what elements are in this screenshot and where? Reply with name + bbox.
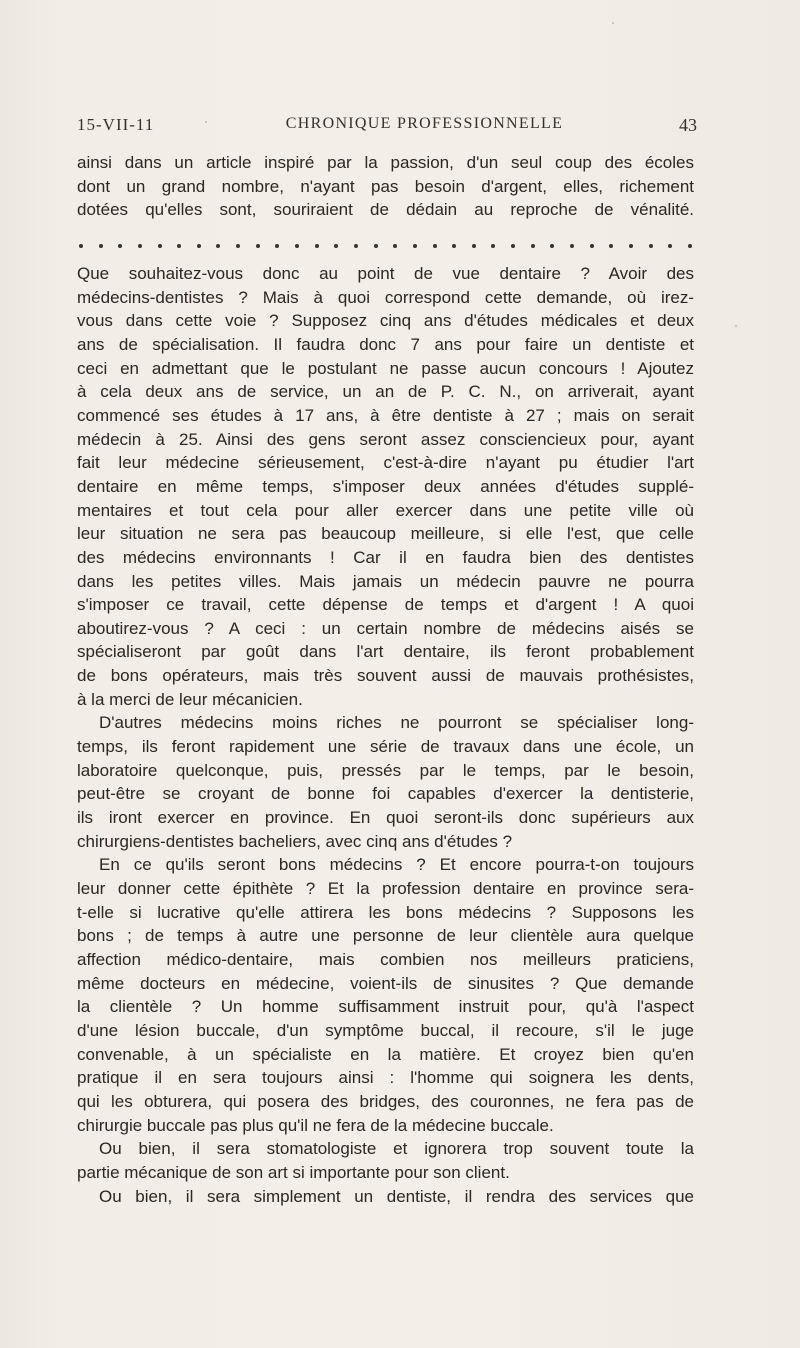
text-line: dentaire en même temps, s'imposer deux années d'études supplé- — [77, 476, 694, 496]
text-line: convenable, à un spécialiste en la matière. Et croyez bien qu'en — [77, 1044, 694, 1064]
body-text — [77, 151, 694, 1208]
text-line: à cela deux ans de service, un an de P. C. N., on arriverait, ayant — [77, 382, 694, 402]
text-line: temps, ils feront rapidement une série de travaux dans une école, un — [77, 737, 694, 757]
text-line: des médecins environnants ! Car il en faudra bien des dentistes — [77, 547, 694, 567]
paragraph-6 — [77, 1185, 694, 1209]
text-line: mentaires et tout cela pour aller exercer dans une petite ville où — [77, 500, 694, 520]
text-line: laboratoire quelconque, puis, pressés par le temps, par le besoin, — [77, 760, 694, 780]
text-line: D'autres médecins moins riches ne pourront se spécialiser long- — [99, 713, 694, 733]
text-line: s'imposer ce travail, cette dépense de temps et d'argent ! A quoi — [77, 595, 694, 615]
text-line: médecins-dentistes ? Mais à quoi correspond cette demande, où irez- — [77, 287, 694, 307]
paper-speck — [612, 22, 614, 24]
text-line: médecin à 25. Ainsi des gens seront assez consciencieux pour, ayant — [77, 429, 694, 449]
text-line: dont un grand nombre, n'ayant pas besoin d'argent, elles, richement — [77, 176, 694, 196]
text-line: à la merci de leur mécanicien. — [77, 689, 303, 709]
text-line: peut-être se croyant de bonne foi capables d'exercer la dentisterie, — [77, 784, 694, 804]
text-line: Ou bien, il sera simplement un dentiste, il rendra des services que — [99, 1186, 694, 1206]
section-title: CHRONIQUE PROFESSIONNELLE — [285, 115, 564, 132]
text-line: de bons opérateurs, mais très souvent aussi de mauvais prothésistes, — [77, 666, 694, 686]
issue-date: 15-VII-11 — [77, 115, 155, 134]
text-line: d'une lésion buccale, d'un symptôme buccal, il recoure, s'il le juge — [77, 1020, 694, 1040]
text-line: chirurgiens-dentistes bacheliers, avec cinq ans d'études ? — [77, 831, 513, 851]
text-line: qui les obturera, qui posera des bridges, des couronnes, ne fera pas de — [77, 1091, 694, 1111]
text-line: commencé ses études à 17 ans, à être dentiste à 27 ; mais on serait — [77, 405, 694, 425]
text-line: chirurgie buccale pas plus qu'il ne fera de la médecine buccale. — [77, 1115, 554, 1135]
text-line: Que souhaitez-vous donc au point de vue dentaire ? Avoir des — [77, 263, 694, 283]
paragraph-2 — [77, 262, 694, 711]
text-line: En ce qu'ils seront bons médecins ? Et encore pourra-t-on toujours — [99, 855, 694, 875]
text-line: ans de spécialisation. Il faudra donc 7 ans pour faire un dentiste et — [77, 334, 694, 354]
text-line: fait leur médecine sérieusement, c'est-à-dire n'ayant pu étudier l'art — [77, 453, 694, 473]
paragraph-3 — [77, 711, 694, 853]
text-line: ils iront exercer en province. En quoi seront-ils donc supérieurs aux — [77, 808, 694, 828]
page-number: 43 — [679, 115, 697, 135]
text-line: ceci en admettant que le postulant ne passe aucun concours ! Ajoutez — [77, 358, 694, 378]
text-line: Ou bien, il sera stomatologiste et ignorera trop souvent toute la — [99, 1139, 694, 1159]
text-line: la clientèle ? Un homme suffisamment instruit pour, qu'à l'aspect — [77, 997, 694, 1017]
text-line: pratique il en sera toujours ainsi : l'homme qui soignera les dents, — [77, 1068, 694, 1088]
text-line: spécialiseront par goût dans l'art dentaire, ils feront probablement — [77, 642, 694, 662]
text-line: dotées qu'elles sont, souriraient de dédain au reproche de vénalité. — [77, 200, 694, 220]
paragraph-1 — [77, 151, 694, 222]
ellipsis-separator — [77, 234, 694, 258]
paragraph-5 — [77, 1137, 694, 1184]
text-line: bons ; de temps à autre une personne de leur clientèle aura quelque — [77, 926, 694, 946]
text-line: leur situation ne sera pas beaucoup meilleure, si elle l'est, que celle — [77, 524, 694, 544]
paper-speck — [205, 121, 207, 123]
text-line: ainsi dans un article inspiré par la passion, d'un seul coup des écoles — [77, 153, 694, 172]
text-line: vous dans cette voie ? Supposez cinq ans d'études médicales et deux — [77, 311, 694, 331]
text-line: même docteurs en médecine, voient-ils de sinusites ? Que demande — [77, 973, 694, 993]
paper-speck — [735, 325, 737, 327]
paragraph-4 — [77, 853, 694, 1137]
text-line: affection médico-dentaire, mais combien nos meilleurs praticiens, — [77, 950, 694, 969]
text-line: partie mécanique de son art si importante pour son client. — [77, 1162, 510, 1182]
text-line: aboutirez-vous ? A ceci : un certain nombre de médecins aisés se — [77, 618, 694, 638]
text-line: t-elle si lucrative qu'elle attirera les bons médecins ? Supposons les — [77, 902, 694, 922]
running-header — [77, 115, 697, 145]
text-line: dans les petites villes. Mais jamais un médecin pauvre ne pourra — [77, 571, 694, 591]
text-line: leur donner cette épithète ? Et la profession dentaire en province sera- — [77, 879, 694, 899]
